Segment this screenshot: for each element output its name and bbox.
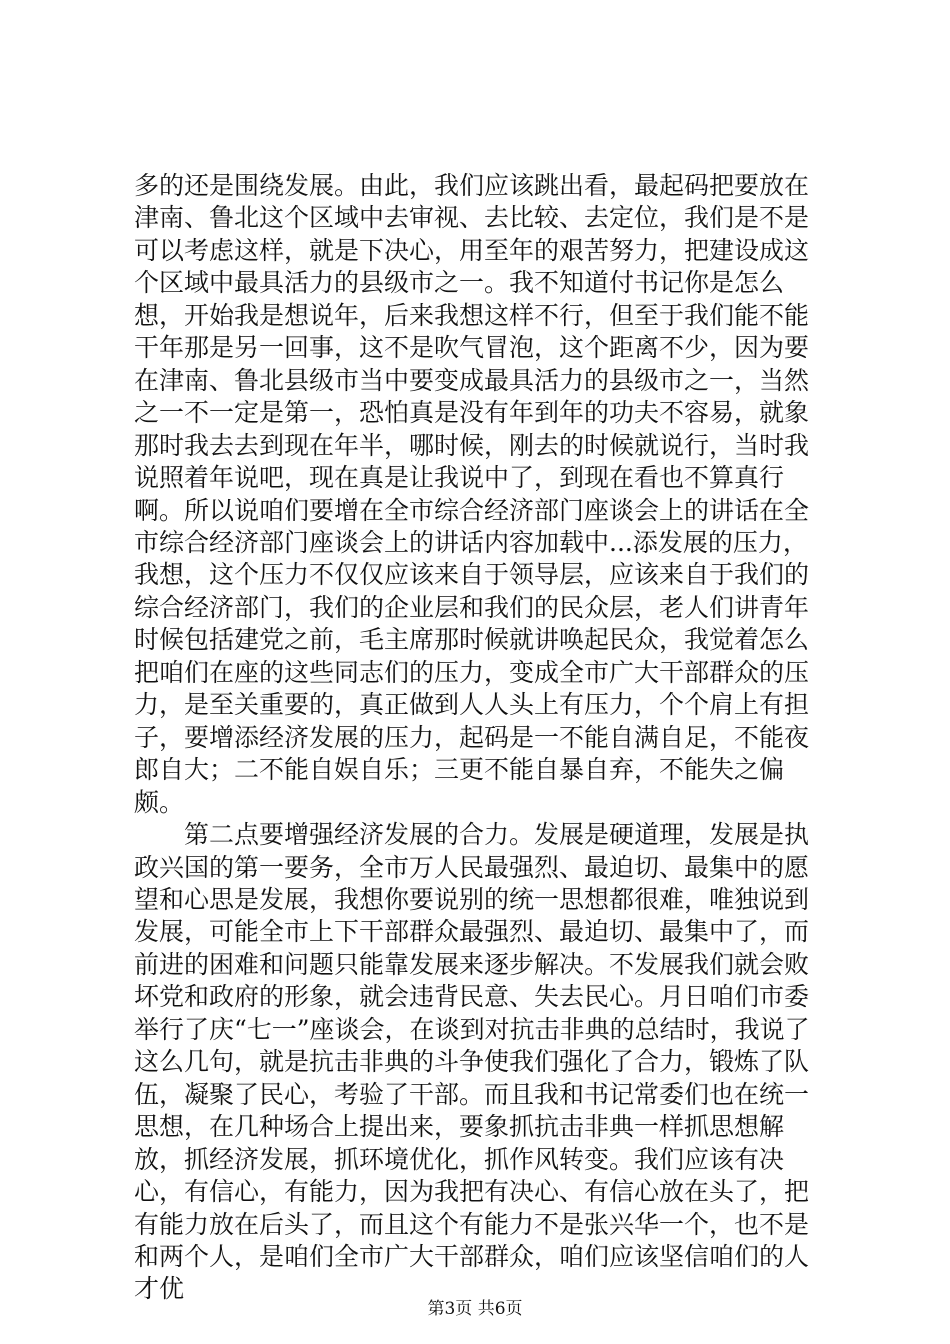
paragraph-2: 第二点要增强经济发展的合力。发展是硬道理，发展是执政兴国的第一要务，全市万人民最强烈、最迫切、最集中的愿望和心思是发展，我想你要说别的统一思想都很难，唯独说到发展，可能全市上下干部群众最强烈、最迫切、最集中了，而前进的困难和问题只能靠发展来逐步解决。不发展我们就会败坏党和政府的形象，就会违背民意、失去民心。月日咱们市委举行了庆“七一”座谈会，在谈到对抗击非典的总结时，我说了这么几句，就是抗击非典的斗争使我们强化了合力，锻炼了队伍，凝聚了民心，考验了干部。而且我和书记常委们也在统一思想，在几种场合上提出来，要象抓抗击非典一样抓思想解放，抓经济发展，抓环境优化，抓作风转变。我们应该有决心，有信心，有能力，因为我把有决心、有信心放在头了，把有能力放在后头了，而且这个有能力不是张兴华一个，也不是和两个人，是咱们全市广大干部群众，咱们应该坚信咱们的人才优: [134, 820, 810, 1304]
paragraph-1: 多的还是围绕发展。由此，我们应该跳出看，最起码把要放在津南、鲁北这个区域中去审视、去比较、去定位，我们是不是可以考虑这样，就是下决心，用至年的艰苦努力，把建设成这个区域中最具活力的县级市之一。我不知道付书记你是怎么想，开始我是想说年，后来我想这样不行，但至于我们能不能干年那是另一回事，这不是吹气冒泡，这个距离不少，因为要在津南、鲁北县级市当中要变成最具活力的县级市之一，当然之一不一定是第一，恐怕真是没有年到年的功夫不容易，就象那时我去去到现在年半，哪时候，刚去的时候就说行，当时我说照着年说吧，现在真是让我说中了，到现在看也不算真行啊。所以说咱们要增在全市综合经济部门座谈会上的讲话在全市综合经济部门座谈会上的讲话内容加载中...添发展的压力，我想，这个压力不仅仅应该来自于领导层，应该来自于我们的综合经济部门，我们的企业层和我们的民众层，老人们讲青年时候包括建党之前，毛主席那时候就讲唤起民众，我觉着怎么把咱们在座的这些同志们的压力，变成全市广大干部群众的压力，是至关重要的，真正做到人人头上有压力，个个肩上有担子，要增添经济发展的压力，起码是一不能自满自足，不能夜郎自大；二不能自娱自乐；三更不能自暴自弃，不能失之偏颇。: [134, 171, 810, 817]
page-number-footer: 第3页 共6页: [427, 1299, 523, 1319]
document-body: [134, 170, 818, 1306]
